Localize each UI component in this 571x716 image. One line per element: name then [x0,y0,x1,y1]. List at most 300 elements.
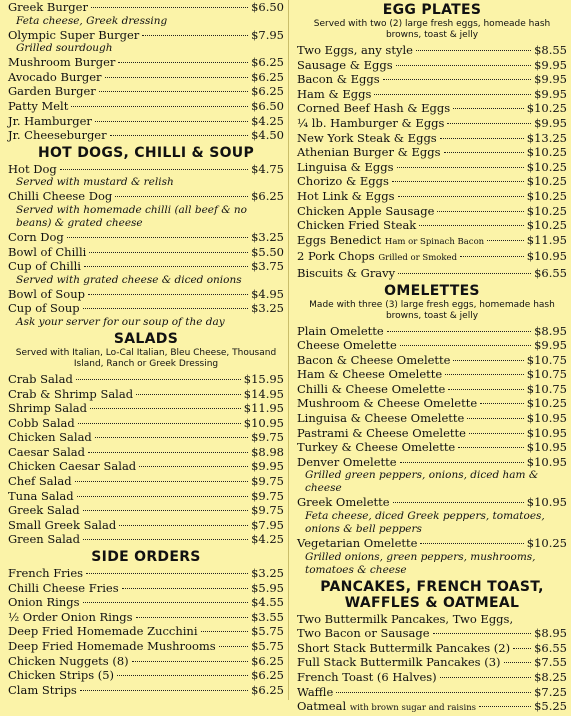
item-price: $10.95 [526,440,567,455]
item-name [8,624,198,639]
menu-item [297,174,567,189]
item-price: $10.25 [526,188,567,203]
item-name [297,396,477,411]
item-price: $3.25 [251,229,284,244]
item-price: $10.75 [526,352,567,367]
dot-leader [139,466,248,467]
dot-leader [86,573,248,574]
eggs-description: Served with two (2) large fresh eggs, homeade hash browns, toast & jelly [313,19,551,40]
item-name-text: Ham & Cheese Omelette [297,367,443,382]
item-name-text: Cheese Omelette [297,338,397,353]
dot-leader [132,661,248,662]
menu-item [8,99,284,114]
item-name-text: Chicken Apple Sausage [297,203,435,218]
menu-item [8,162,284,177]
item-name-text: Small Greek Salad [8,517,117,532]
item-name [297,655,501,670]
item-note: Feta cheese, diced Greek peppers, tomatoes, onions & bell peppers [305,510,545,536]
dot-leader [201,631,249,632]
item-name-text: Crab Salad [8,371,73,386]
item-name-text: Chilli Cheese Fries [8,580,119,595]
menu-item [8,639,284,654]
pancakes-list [297,612,567,716]
item-name-text: New York Steak & Eggs [297,130,437,145]
item-note: Grilled green peppers, onions, diced ham & cheese [305,469,539,495]
item-price: $3.75 [251,259,284,274]
item-price: $11.95 [526,232,567,247]
menu-item [8,189,284,204]
dot-leader [95,437,248,438]
item-price: $9.95 [534,72,567,87]
item-name-text: Chef Salad [8,474,72,489]
item-price: $4.95 [251,286,284,301]
item-name [297,101,450,116]
menu-item [297,367,567,382]
menu-item [8,230,284,245]
menu-item [297,189,567,204]
dot-leader [117,675,248,676]
dot-leader [119,525,248,526]
dot-leader [383,79,531,80]
item-name-text: Full Stack Buttermilk Pancakes (3) [297,655,501,670]
item-name-text: Sausage & Eggs [297,57,393,72]
item-name [297,699,476,716]
item-name-text: Plain Omelette [297,323,384,338]
dot-leader [460,256,524,257]
item-name [297,670,437,685]
left-column [8,0,284,697]
dot-leader [84,266,248,267]
dot-leader [487,240,524,241]
item-name-text: Pastrami & Cheese Omelette [297,425,466,440]
menu-item [8,372,284,387]
dot-leader [400,462,524,463]
sides-list [8,566,284,697]
item-price: $15.95 [243,371,284,386]
menu-item [297,455,567,470]
menu-item [297,101,567,116]
menu-item [8,259,284,274]
item-name [297,367,442,382]
menu-item [297,233,567,250]
item-name [8,518,116,533]
dot-leader [480,403,524,404]
menu-item [297,87,567,102]
item-name-text: Linguisa & Cheese Omelette [297,411,465,426]
item-name [297,43,413,58]
menu-item [297,495,567,510]
item-note: Grilled sourdough [16,42,113,55]
right-column [297,0,567,716]
item-name [8,654,129,669]
menu-item [8,430,284,445]
item-price: $7.95 [251,517,284,532]
item-name [297,411,464,426]
menu-item [297,266,567,281]
item-name [297,455,397,470]
item-name-text: Biscuits & Gravy [297,265,396,280]
item-name [8,416,75,431]
dot-leader [437,211,523,212]
item-name-text: Hot Link & Eggs [297,188,395,203]
burgers-list [8,0,284,143]
item-price: $10.25 [526,203,567,218]
item-name [297,160,394,175]
item-price: $10.95 [526,411,567,426]
item-name-text: Cobb Salad [8,415,75,430]
hotdogs-heading: HOT DOGS, CHILLI & SOUP [37,144,255,161]
item-name [297,266,395,281]
dot-leader [445,374,524,375]
menu-item [8,28,284,43]
item-price: $10.95 [526,425,567,440]
item-name-text: Corned Beef Hash & Eggs [297,101,451,116]
dot-leader [83,308,248,309]
item-name [8,401,87,416]
dot-leader [89,252,248,253]
item-name-text: Crab & Shrimp Salad [8,386,134,401]
dot-leader [374,94,531,95]
item-name [8,459,136,474]
item-price: $6.50 [251,98,284,113]
menu-item [8,301,284,316]
item-price: $10.95 [526,454,567,469]
item-price: $8.95 [534,323,567,338]
item-name [297,204,434,219]
menu-item [297,160,567,175]
item-price: $6.25 [251,69,284,84]
dot-leader [453,108,524,109]
dot-leader [219,646,248,647]
dot-leader [398,196,524,197]
item-price: $9.75 [251,430,284,445]
dot-leader [75,481,249,482]
item-name [8,387,133,402]
item-name-text: Mushroom & Cheese Omelette [297,396,478,411]
item-name-text: Oatmeal [297,699,347,714]
item-price: $10.25 [526,396,567,411]
item-price: $8.25 [534,670,567,684]
item-price: $14.95 [243,386,284,401]
dot-leader [95,121,248,122]
menu-item [8,624,284,639]
item-name-text: Chicken Nuggets (8) [8,653,129,668]
item-price: $4.25 [251,113,284,128]
menu-item [297,204,567,219]
menu-item [8,287,284,302]
menu-item [297,699,567,716]
item-name-text: Bowl of Soup [8,286,85,301]
dot-leader [136,394,241,395]
item-name [8,99,68,114]
item-note: Served with mustard & relish [16,176,174,189]
menu-item [297,249,567,266]
item-name-text: ¼ lb. Hamburger & Eggs [297,115,445,130]
item-name-text: Clam Strips [8,682,77,697]
item-name-text: Athenian Burger & Eggs [297,145,441,160]
item-name [297,58,393,73]
item-price: $3.55 [251,609,284,624]
item-name-text: Eggs Benedict [297,232,382,247]
item-name-text: Two Bacon or Sausage [297,626,430,641]
menu-item [8,416,284,431]
dot-leader [60,169,248,170]
dot-leader [142,35,248,36]
item-price: $3.25 [251,301,284,316]
dot-leader [83,510,249,511]
dot-leader [392,181,524,182]
item-price: $10.95 [526,249,567,264]
item-name-text: Jr. Cheeseburger [8,128,107,143]
item-name-text: Greek Salad [8,503,80,518]
item-price: $5.75 [251,624,284,639]
item-name [297,495,390,510]
item-price: $6.25 [251,682,284,697]
item-price: $5.25 [534,699,567,714]
menu-item [8,566,284,581]
salads-heading: SALADS [113,330,179,347]
item-name [297,324,384,339]
item-price: $9.75 [251,488,284,503]
dot-leader [469,433,524,434]
item-name [297,116,444,131]
dot-leader [91,7,248,8]
item-price: $10.75 [526,367,567,382]
item-name [8,445,85,460]
item-name-text: Denver Omelette [297,454,397,469]
item-name-text: Olympic Super Burger [8,27,140,42]
item-price: $6.25 [251,653,284,668]
item-price: $5.50 [251,244,284,259]
menu-item [8,245,284,260]
item-name-text: Chicken Fried Steak [297,218,417,233]
item-name [297,685,333,700]
menu-item [8,70,284,85]
item-price: $9.95 [534,115,567,130]
dot-leader [90,408,241,409]
item-name [8,566,83,581]
item-price: $10.25 [526,174,567,189]
dot-leader [440,138,524,139]
item-name-text: Ham & Eggs [297,86,372,101]
item-price: $6.25 [251,55,284,70]
dot-leader [71,106,248,107]
item-price: $4.50 [251,128,284,143]
item-price: $9.95 [534,338,567,353]
item-price: $6.25 [251,668,284,683]
item-name-text: Chilli & Cheese Omelette [297,381,446,396]
dot-leader [467,418,523,419]
item-price: $9.75 [251,503,284,518]
menu-item [297,116,567,131]
menu-item [8,84,284,99]
dot-leader [88,294,248,295]
item-name-text: Waffle [297,684,334,699]
dot-leader [440,677,531,678]
menu-item [8,581,284,596]
item-note: Grilled onions, green peppers, mushrooms, tomatoes & cheese [305,550,536,576]
item-name-text: Onion Rings [8,595,80,610]
menu-item [8,518,284,533]
dot-leader [77,496,248,497]
menu-item [8,654,284,669]
dot-leader [420,543,523,544]
item-note: Served with grated cheese & diced onions [16,273,242,286]
menu-item [297,612,567,627]
item-name [8,683,77,698]
menu-item [8,595,284,610]
item-name [8,532,80,547]
item-name [297,338,397,353]
item-name [8,287,85,302]
column-divider [288,0,289,700]
item-price: $10.25 [526,145,567,160]
dot-leader [396,65,531,66]
item-name [297,426,466,441]
dot-leader [83,602,249,603]
item-name [8,245,86,260]
item-name [8,595,80,610]
sides-heading: SIDE ORDERS [91,549,201,566]
menu-item [8,668,284,683]
item-name-text: Linguisa & Eggs [297,159,394,174]
dot-leader [447,123,531,124]
item-name [297,612,513,627]
item-name [8,581,119,596]
menu-item [8,114,284,129]
menu-item [297,396,567,411]
item-name [8,0,88,15]
menu-item [8,503,284,518]
item-name [8,668,114,683]
item-name-text: Patty Melt [8,98,69,113]
menu-item [8,489,284,504]
item-name-text: Chicken Salad [8,430,92,445]
item-name [297,87,371,102]
item-name-text: Vegetarian Omelette [297,536,418,551]
item-price: $3.25 [251,566,284,581]
menu-item [297,131,567,146]
item-name-text: Chilli Cheese Dog [8,189,113,204]
item-name-text: Caesar Salad [8,444,86,459]
menu-item [8,445,284,460]
item-name [297,131,437,146]
item-option: Grilled or Smoked [378,253,458,264]
dot-leader [513,648,531,649]
item-name [297,641,510,656]
item-price: $4.25 [251,532,284,547]
item-name [8,639,216,654]
item-name-text: Chicken Caesar Salad [8,459,137,474]
item-name [8,503,80,518]
item-option: with brown sugar and raisins [349,703,477,714]
item-note: Ask your server for our soup of the day [16,315,225,328]
item-name [8,610,133,625]
item-name [8,189,112,204]
item-name-text: Green Salad [8,532,80,547]
dot-leader [115,196,248,197]
menu-item [297,641,567,656]
item-price: $8.55 [534,43,567,57]
item-name-text: Two Eggs, any style [297,43,413,57]
item-price: $6.25 [251,189,284,204]
dot-leader [136,617,249,618]
item-price: $9.95 [251,459,284,474]
dot-leader [67,237,248,238]
menu-item [297,58,567,73]
menu-item [297,685,567,700]
item-name-text: Turkey & Cheese Omelette [297,440,456,455]
menu-item [8,459,284,474]
dot-leader [433,633,532,634]
dot-leader [122,588,248,589]
dot-leader [393,502,524,503]
menu-item [8,610,284,625]
item-name-text: Jr. Hamburger [8,113,92,128]
item-price: $7.55 [534,655,567,670]
item-name [8,28,139,43]
item-name-text: Cup of Soup [8,301,80,316]
omelettes-description: Made with three (3) large fresh eggs, homemade hash browns, toast & jelly [309,299,555,321]
menu-item [297,426,567,441]
dot-leader [387,331,531,332]
salads-description: Served with Italian, Lo-Cal Italian, Bleu Cheese, Thousand Island, Ranch or Greek Dressing [15,347,277,369]
item-price: $5.75 [251,639,284,653]
item-price: $7.95 [251,27,284,42]
dot-leader [448,389,523,390]
item-price: $10.25 [526,536,567,551]
item-name [297,382,445,397]
item-price: $4.55 [251,595,284,610]
item-price: $6.25 [251,84,284,99]
item-name [8,162,57,177]
menu-item [297,626,567,641]
menu-item [297,655,567,670]
menu-item [297,440,567,455]
dot-leader [118,62,248,63]
item-name-text: Chorizo & Eggs [297,174,389,189]
item-name-text: Mushroom Burger [8,55,116,70]
menu-item [297,218,567,233]
item-name-text: French Toast (6 Halves) [297,670,437,684]
dot-leader [398,273,531,274]
item-price: $9.95 [534,86,567,101]
dot-leader [110,135,248,136]
dot-leader [397,167,524,168]
item-name [297,536,417,551]
item-note: Feta cheese, Greek dressing [16,14,168,27]
item-price: $6.55 [534,640,567,655]
eggs-list [297,43,567,281]
item-price: $7.25 [534,684,567,699]
item-name-text: Avocado Burger [8,69,102,84]
menu-item [297,382,567,397]
dot-leader [453,360,523,361]
menu-item [8,128,284,143]
dot-leader [99,91,248,92]
item-name [297,218,416,233]
menu-item [8,55,284,70]
item-name-text: French Fries [8,566,84,581]
item-price: $11.95 [243,401,284,416]
dot-leader [105,77,249,78]
item-name-text: Bowl of Chilli [8,244,87,259]
item-name [297,353,450,368]
item-name [8,372,73,387]
item-name [297,233,484,250]
item-name [297,440,455,455]
dot-leader [419,225,523,226]
